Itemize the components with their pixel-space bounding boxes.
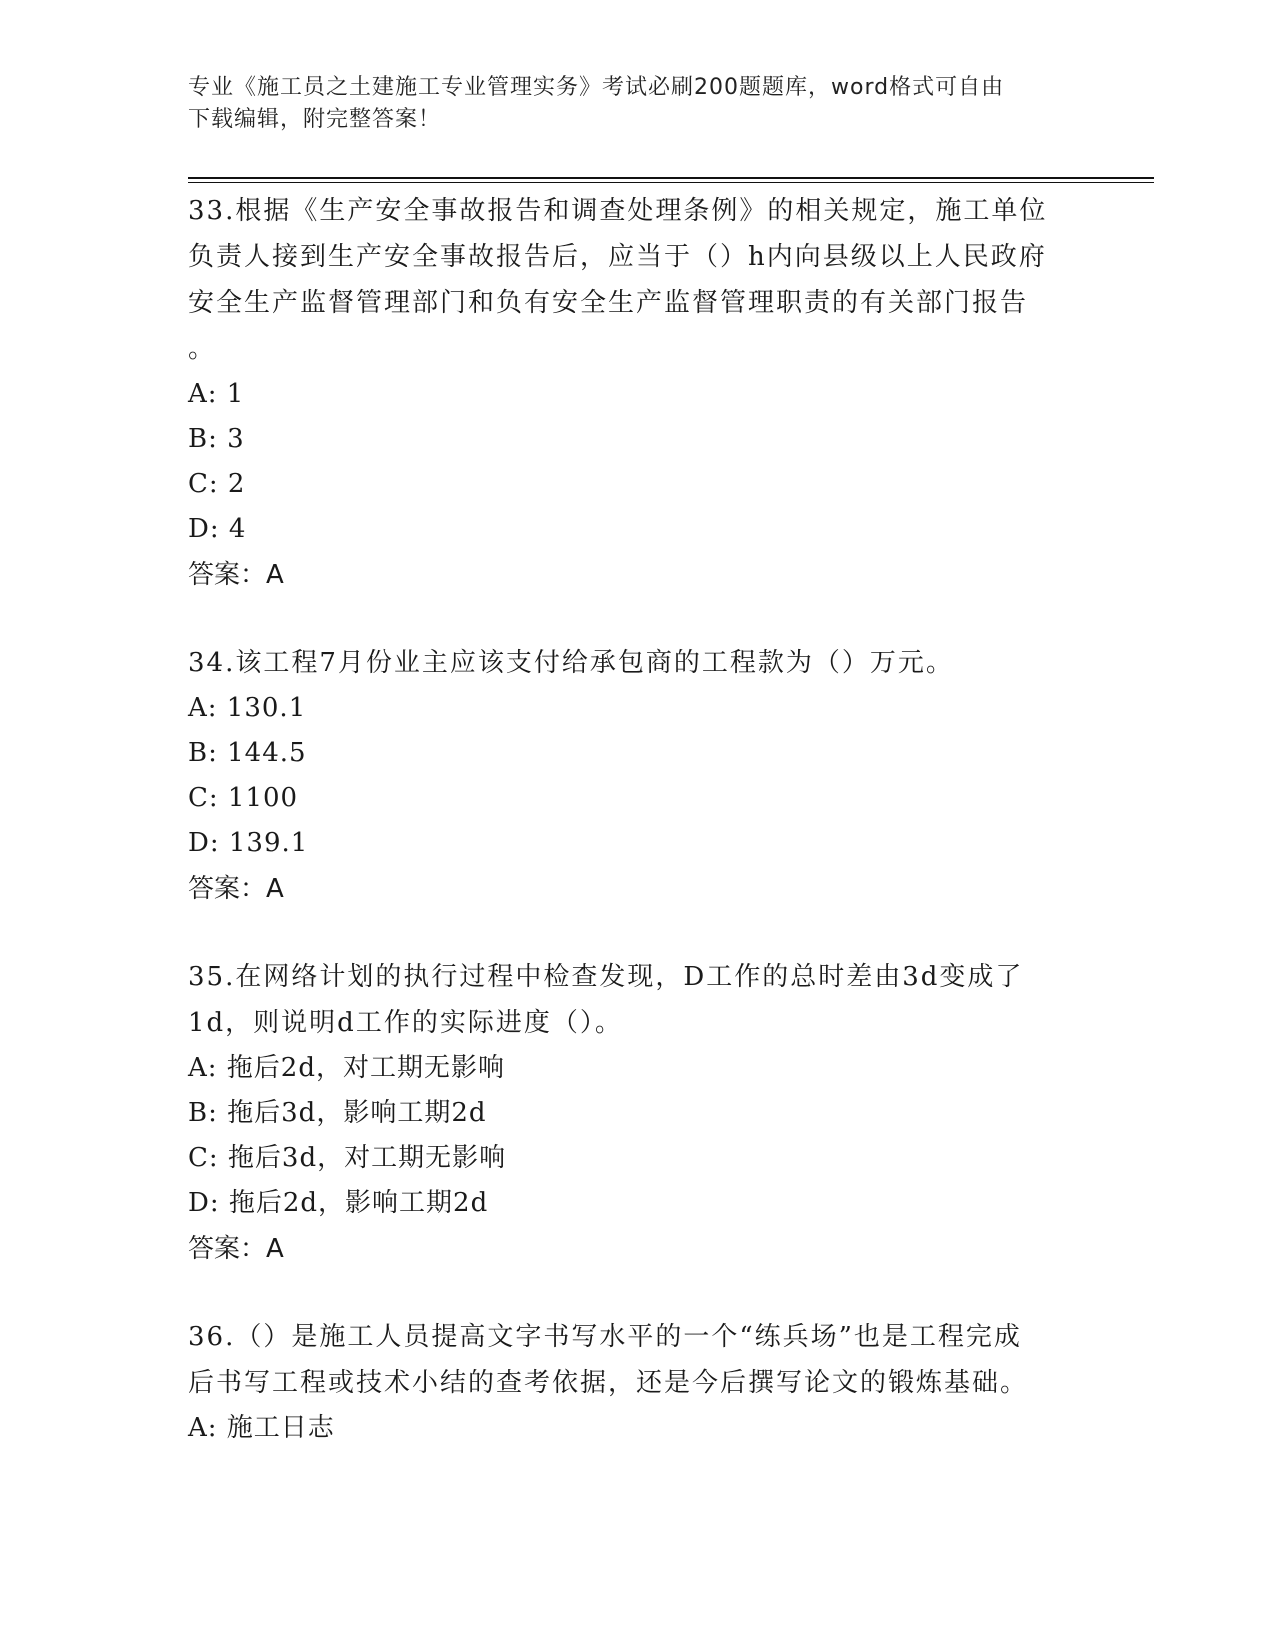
- question-stem-line: 34.该工程7月份业主应该支付给承包商的工程款为（）万元。: [188, 648, 954, 678]
- question-34: [188, 640, 1088, 912]
- option-a: A: 1: [188, 379, 245, 409]
- option-c: C: 1100: [188, 783, 299, 813]
- option-a: A: 拖后2d，对工期无影响: [188, 1053, 505, 1083]
- option-c: C: 拖后3d，对工期无影响: [188, 1143, 507, 1173]
- question-36: [188, 1314, 1088, 1451]
- option-d: D: 4: [188, 514, 247, 544]
- question-stem-line: 安全生产监督管理部门和负有安全生产监督管理职责的有关部门报告: [188, 288, 1029, 318]
- option-b: B: 3: [188, 424, 245, 454]
- document-header: [188, 72, 1068, 136]
- option-b: B: 144.5: [188, 738, 307, 768]
- question-list: [188, 188, 1088, 1493]
- question-stem-line: 36.（）是施工人员提高文字书写水平的一个“练兵场”也是工程完成: [188, 1322, 1022, 1352]
- question-stem-line: 33.根据《生产安全事故报告和调查处理条例》的相关规定，施工单位: [188, 196, 1048, 226]
- question-33: [188, 188, 1088, 598]
- question-stem-line: 后书写工程或技术小结的查考依据，还是今后撰写论文的锻炼基础。: [188, 1368, 1029, 1398]
- answer-line: 答案：A: [188, 1234, 284, 1264]
- option-d: D: 拖后2d，影响工期2d: [188, 1188, 489, 1218]
- option-a: A: 130.1: [188, 693, 307, 723]
- option-a: A: 施工日志: [188, 1413, 335, 1443]
- question-stem-line: 。: [188, 334, 217, 364]
- header-divider-thick: [188, 177, 1154, 179]
- option-d: D: 139.1: [188, 828, 309, 858]
- option-c: C: 2: [188, 469, 246, 499]
- question-stem-line: 负责人接到生产安全事故报告后，应当于（）h内向县级以上人民政府: [188, 242, 1047, 272]
- question-stem-line: 35.在网络计划的执行过程中检查发现，D工作的总时差由3d变成了: [188, 962, 1024, 992]
- answer-line: 答案：A: [188, 874, 284, 904]
- question-stem-line: 1d，则说明d工作的实际进度（）。: [188, 1008, 623, 1038]
- answer-line: 答案：A: [188, 560, 284, 590]
- header-line-1: 专业《施工员之土建施工专业管理实务》考试必刷200题题库，word格式可自由: [188, 75, 1005, 100]
- header-divider-thin: [188, 182, 1154, 183]
- option-b: B: 拖后3d，影响工期2d: [188, 1098, 487, 1128]
- question-35: [188, 954, 1088, 1272]
- header-line-2: 下载编辑，附完整答案！: [188, 107, 442, 132]
